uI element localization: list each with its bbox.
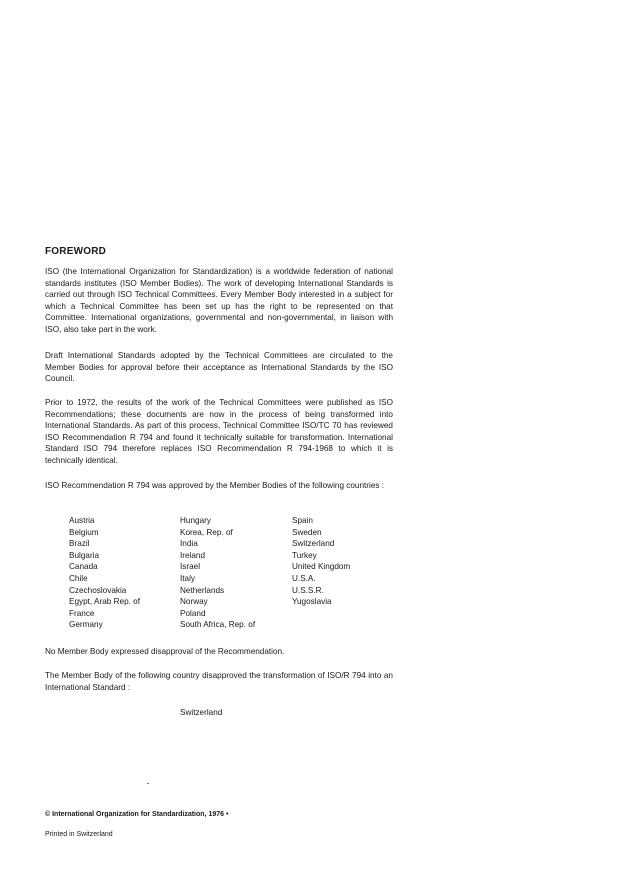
country-item: U.S.A. bbox=[292, 573, 316, 583]
foreword-paragraph-4: ISO Recommendation R 794 was approved by the Member Bodies of the following countries : bbox=[45, 481, 385, 490]
country-item: Netherlands bbox=[180, 585, 225, 595]
scan-speck bbox=[147, 783, 149, 784]
foreword-heading: FOREWORD bbox=[45, 246, 107, 257]
country-item: Norway bbox=[180, 597, 208, 607]
country-item: Poland bbox=[180, 608, 206, 618]
country-item: Egypt, Arab Rep. of bbox=[69, 597, 141, 607]
country-list-column-1 bbox=[69, 515, 140, 631]
country-item: U.S.S.R. bbox=[292, 585, 324, 595]
country-item: Turkey bbox=[292, 550, 317, 560]
country-item: Hungary bbox=[180, 516, 211, 525]
country-item: Israel bbox=[180, 562, 201, 572]
foreword-paragraph-2: Draft International Standards adopted by the Technical Committees are circulated to the Member Bodies for approval before their acceptance as International Standards by the ISO Council. bbox=[45, 351, 393, 384]
country-item: Korea, Rep. of bbox=[180, 527, 233, 537]
country-item: South Africa, Rep. of bbox=[180, 620, 256, 630]
country-list-column-2 bbox=[180, 515, 255, 631]
no-disapproval-statement: No Member Body expressed disapproval of the Recommendation. bbox=[45, 647, 285, 656]
foreword-paragraph-1: ISO (the International Organization for Standardization) is a worldwide federation of national standards institutes (ISO Member Bodies). The work of developing International Standards is carried out through ISO Technical Committees. Every Member Body interested in a subject for which a Technical Committee has been set up has the right to be represented on that Committee. International organizations, governmental and non-governmental, in liaison with ISO, also take part in the work. bbox=[45, 267, 393, 334]
country-item: Sweden bbox=[292, 527, 322, 537]
disapproval-statement: The Member Body of the following country disapproved the transformation of ISO/R 794 into an International Standard : bbox=[45, 671, 393, 692]
foreword-paragraph-3: Prior to 1972, the results of the work of the Technical Committees were published as ISO Recommendations; these documents are now in the process of being transformed into International Standards. As part of this process, Technical Committee ISO/TC 70 has reviewed ISO Recommendation R 794 and found it technically suitable for transformation. International Standard ISO 794 therefore replaces ISO Recommendation R 794-1968 to which it is technically identical. bbox=[45, 398, 393, 465]
country-item: Chile bbox=[69, 573, 88, 583]
country-item: United Kingdom bbox=[292, 562, 351, 572]
country-item: France bbox=[69, 608, 95, 618]
country-item: Germany bbox=[69, 620, 103, 630]
country-item: Italy bbox=[180, 573, 196, 583]
country-item: India bbox=[180, 539, 198, 549]
country-item: Czechoslovakia bbox=[69, 585, 127, 595]
country-item: Austria bbox=[69, 516, 95, 525]
copyright-notice: © International Organization for Standardization, 1976 • bbox=[45, 811, 229, 818]
country-item: Yugoslavia bbox=[292, 597, 332, 607]
country-item: Brazil bbox=[69, 539, 90, 549]
printed-location: Printed in Switzerland bbox=[45, 831, 113, 838]
country-item: Bulgaria bbox=[69, 550, 100, 560]
country-item: Canada bbox=[69, 562, 98, 572]
country-item: Belgium bbox=[69, 527, 99, 537]
country-item: Spain bbox=[292, 516, 313, 525]
country-list-column-3 bbox=[292, 515, 350, 608]
country-item: Switzerland bbox=[292, 539, 335, 549]
disapproving-country: Switzerland bbox=[180, 708, 223, 717]
country-item: Ireland bbox=[180, 550, 206, 560]
